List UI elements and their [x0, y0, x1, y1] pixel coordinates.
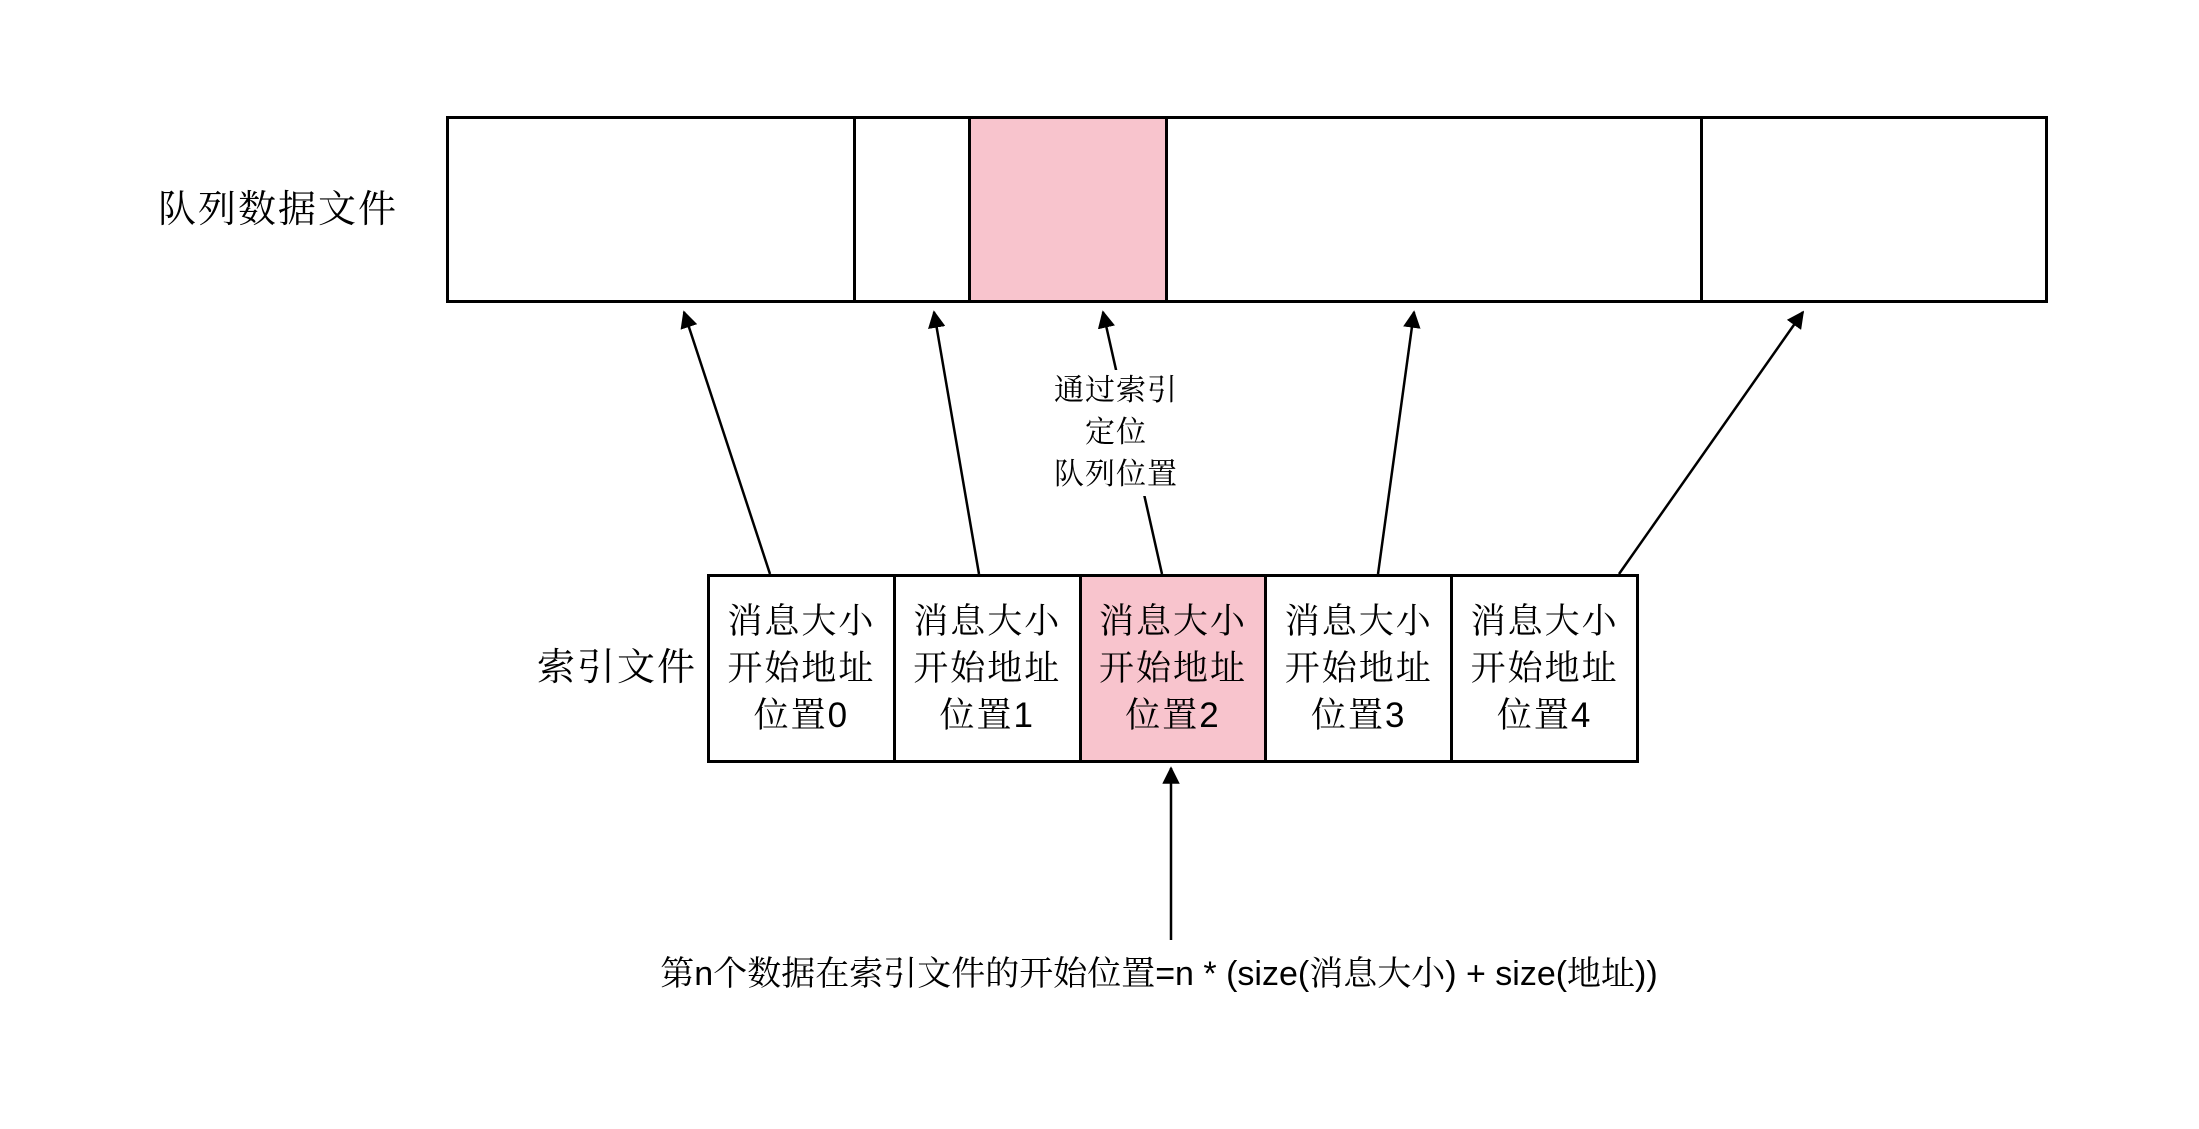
index-to-queue-arrow-1: [934, 312, 979, 574]
index-cell-line: 位置3: [1311, 696, 1407, 735]
index-cell-1: [896, 577, 1082, 760]
index-file-table: [707, 574, 1639, 763]
index-cell-line: 开始地址: [1098, 649, 1247, 688]
index-cell-line: 消息大小: [1098, 602, 1247, 641]
index-cell-line: 位置1: [939, 696, 1035, 735]
index-cell-line: 位置2: [1125, 696, 1221, 735]
locate-annotation: [976, 370, 1256, 496]
index-cell-0: [710, 577, 896, 760]
queue-segment-highlight: [968, 119, 1165, 300]
index-cell-line: 开始地址: [913, 649, 1062, 688]
queue-segment-divider: [1165, 119, 1168, 300]
index-cell-line: 消息大小: [1470, 602, 1619, 641]
index-to-queue-arrow-3: [1378, 312, 1414, 574]
index-cell-line: 开始地址: [727, 649, 876, 688]
index-cell-line: 消息大小: [913, 602, 1062, 641]
index-cell-2-highlighted: [1082, 577, 1268, 760]
index-to-queue-arrow-4: [1619, 312, 1803, 574]
queue-data-file-bar: [446, 116, 2048, 303]
queue-segment-divider: [968, 119, 971, 300]
index-cell-3: [1267, 577, 1453, 760]
index-cell-line: 消息大小: [727, 602, 876, 641]
index-cell-4: [1453, 577, 1636, 760]
index-cell-line: 消息大小: [1284, 602, 1433, 641]
index-to-queue-arrow-0: [684, 312, 770, 574]
queue-segment-divider: [853, 119, 856, 300]
queue-file-label: 队列数据文件: [157, 189, 398, 231]
index-cell-line: 开始地址: [1470, 649, 1619, 688]
locate-annotation-line: 队列位置: [1054, 458, 1178, 491]
index-file-label: 索引文件: [536, 647, 697, 689]
locate-annotation-line: 通过索引: [1054, 374, 1178, 407]
queue-segment-divider: [1700, 119, 1703, 300]
index-cell-line: 位置0: [753, 696, 850, 735]
index-cell-line: 位置4: [1496, 696, 1593, 735]
locate-annotation-line: 定位: [1085, 416, 1147, 449]
formula-text: 第n个数据在索引文件的开始位置=n * (size(消息大小) + size(地址)): [660, 955, 1658, 993]
index-cell-line: 开始地址: [1284, 649, 1433, 688]
